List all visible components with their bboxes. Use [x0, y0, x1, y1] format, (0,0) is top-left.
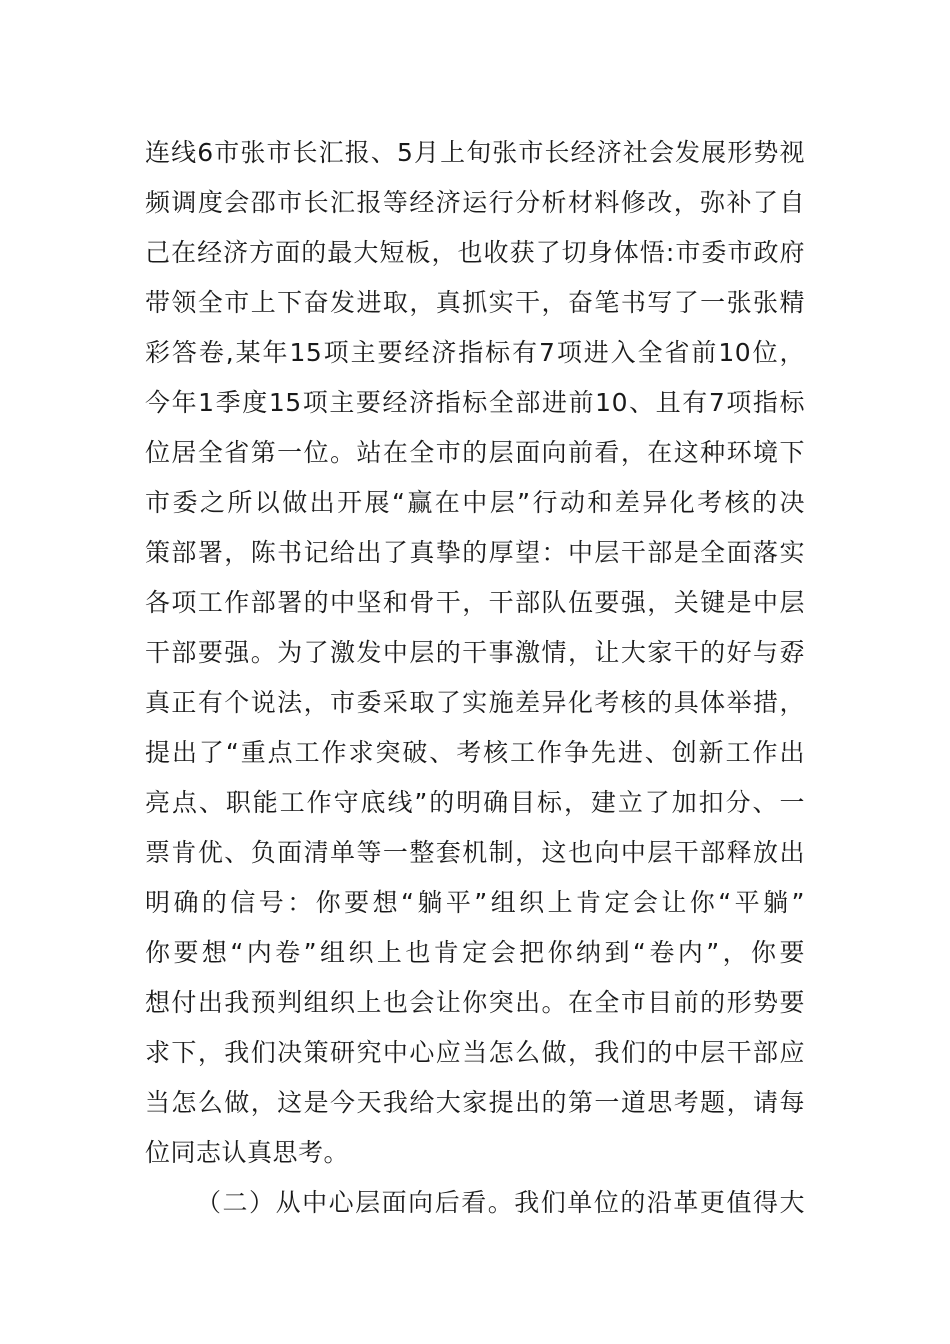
text-line-6: 今年1季度15项主要经济指标全部进前10、且有7项指标	[145, 388, 805, 417]
text-line-5: 彩答卷,某年15项主要经济指标有7项进入全省前10位，	[145, 338, 805, 367]
section-heading-line: （二）从中心层面向后看。我们单位的沿革更值得大	[196, 1188, 805, 1217]
text-line-14: 亮点、职能工作守底线”的明确目标，建立了加扣分、一	[145, 788, 805, 817]
text-line-16: 明确的信号：你要想“躺平”组织上肯定会让你“平躺”	[145, 888, 805, 917]
text-line-9: 策部署，陈书记给出了真挚的厚望：中层干部是全面落实	[145, 538, 805, 567]
text-line-18: 想付出我预判组织上也会让你突出。在全市目前的形势要	[145, 988, 805, 1017]
text-line-1: 连线6市张市长汇报、5月上旬张市长经济社会发展形势视	[145, 138, 805, 167]
text-line-17: 你要想“内卷”组织上也肯定会把你纳到“卷内”，你要	[145, 938, 805, 967]
text-line-10: 各项工作部署的中坚和骨干，干部队伍要强，关键是中层	[145, 588, 805, 617]
text-line-4: 带领全市上下奋发进取，真抓实干，奋笔书写了一张张精	[145, 288, 805, 317]
text-line-19: 求下，我们决策研究中心应当怎么做，我们的中层干部应	[145, 1038, 805, 1067]
text-line-12: 真正有个说法，市委采取了实施差异化考核的具体举措，	[145, 688, 805, 717]
text-line-8: 市委之所以做出开展“赢在中层”行动和差异化考核的决	[145, 488, 805, 517]
text-line-21: 位同志认真思考。	[145, 1138, 350, 1167]
text-line-3: 己在经济方面的最大短板，也收获了切身体悟:市委市政府	[145, 238, 805, 267]
text-line-2: 频调度会邵市长汇报等经济运行分析材料修改，弥补了自	[145, 188, 805, 217]
text-line-13: 提出了“重点工作求突破、考核工作争先进、创新工作出	[145, 738, 805, 767]
text-line-11: 干部要强。为了激发中层的干事激情，让大家干的好与孬	[145, 638, 805, 667]
text-line-20: 当怎么做，这是今天我给大家提出的第一道思考题，请每	[145, 1088, 805, 1117]
text-line-7: 位居全省第一位。站在全市的层面向前看，在这种环境下	[145, 438, 805, 467]
text-line-15: 票肯优、负面清单等一整套机制，这也向中层干部释放出	[145, 838, 805, 867]
